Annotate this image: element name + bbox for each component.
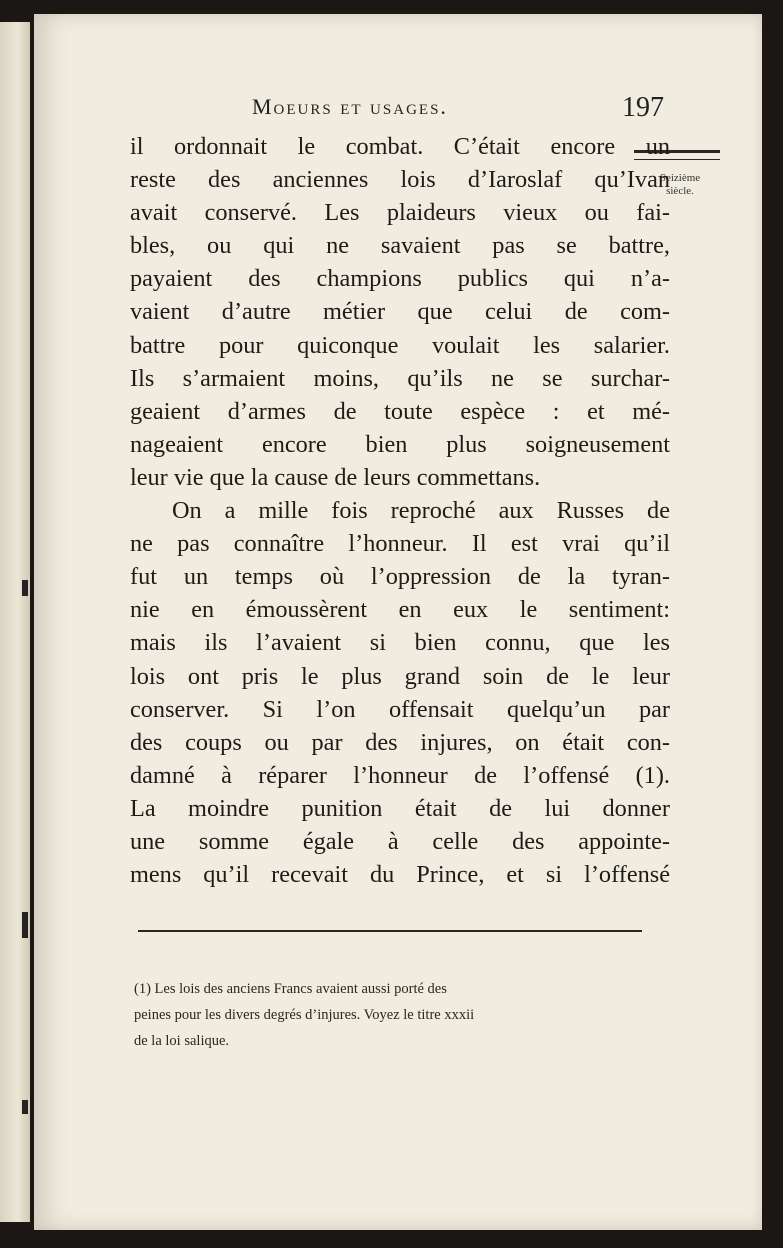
running-title: Moeurs et usages. xyxy=(252,94,448,119)
page-edge-mark xyxy=(22,1100,28,1114)
text-line: nageaient encore bien plus soigneusement xyxy=(130,430,670,458)
page-header xyxy=(252,94,664,134)
text-line: des coups ou par des injures, on était con- xyxy=(130,728,670,756)
page-number: 197 xyxy=(622,92,664,123)
margin-note-line: siècle. xyxy=(666,185,694,197)
text-line: battre pour quiconque voulait les salarier. xyxy=(130,331,670,359)
page-edge-mark xyxy=(22,912,28,938)
facing-page-edge xyxy=(0,22,30,1222)
text-line: une somme égale à celle des appointe- xyxy=(130,827,670,855)
text-line: Ils s’armaient moins, qu’ils ne se surchar- xyxy=(130,364,670,392)
margin-note-line: Seizième xyxy=(659,172,701,184)
text-line: nie en émoussèrent en eux le sentiment: xyxy=(130,596,670,624)
footnote-line: de la loi salique. xyxy=(134,1033,230,1049)
text-line: On a mille fois reproché aux Russes de xyxy=(172,497,670,525)
text-line: il ordonnait le combat. C’était encore un xyxy=(130,133,670,160)
text-line: fut un temps où l’oppression de la tyran- xyxy=(130,563,670,591)
text-line: mais ils l’avaient si bien connu, que les xyxy=(130,629,670,657)
page-edge-mark xyxy=(22,580,28,596)
body-text xyxy=(130,130,670,891)
footnote xyxy=(134,976,644,1054)
footnote-divider xyxy=(138,930,642,932)
text-line: conserver. Si l’on offensait quelqu’un par xyxy=(130,695,670,723)
text-line: reste des anciennes lois d’Iaroslaf qu’Ivan xyxy=(130,166,670,194)
text-line: mens qu’il recevait du Prince, et si l’offensé xyxy=(130,861,670,889)
text-line: payaient des champions publics qui n’a- xyxy=(130,265,670,293)
book-page xyxy=(34,14,762,1230)
text-line: ne pas connaître l’honneur. Il est vrai qu’il xyxy=(130,530,670,558)
text-line: geaient d’armes de toute espèce : et mé- xyxy=(130,397,670,425)
text-line: avait conservé. Les plaideurs vieux ou fai- xyxy=(130,199,670,227)
text-line: damné à réparer l’honneur de l’offensé (1). xyxy=(130,761,670,789)
footnote-line: peines pour les divers degrés d’injures. Voyez le titre xxxii xyxy=(134,1007,475,1023)
text-line: lois ont pris le plus grand soin de le leur xyxy=(130,662,670,690)
text-line: La moindre punition était de lui donner xyxy=(130,794,670,822)
text-line: bles, ou qui ne savaient pas se battre, xyxy=(130,232,670,260)
text-line: vaient d’autre métier que celui de com- xyxy=(130,298,670,326)
footnote-line: (1) Les lois des anciens Francs avaient aussi porté des xyxy=(134,981,447,997)
text-line: leur vie que la cause de leurs commettans. xyxy=(130,463,541,491)
